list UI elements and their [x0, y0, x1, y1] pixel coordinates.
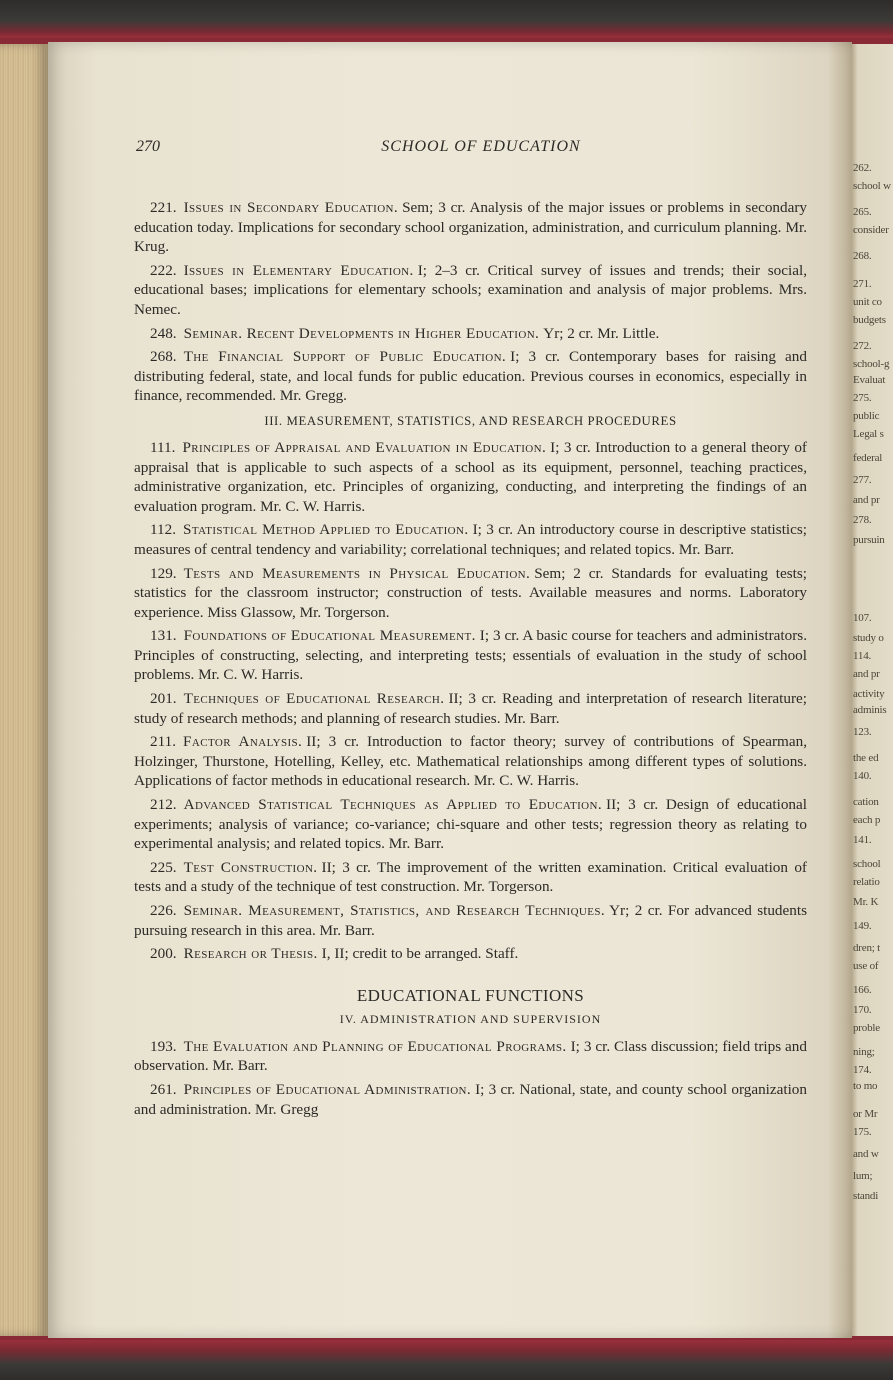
- course-description: I; 3 cr. A basic course for teachers and administrators. Principles of constructing, selecting, and interpreting tests; essentials of evaluation in the study of school problems. Mr. C. W. Harris.: [134, 627, 807, 684]
- course-entry: [134, 858, 807, 897]
- course-description: Sem; 2 cr. Standards for evaluating tests; statistics for the classroom instructor; construction of tests. Available measures and norms. Laboratory experience. Miss Glassow, Mr. Torgerson.: [134, 564, 807, 621]
- course-number: 226.: [150, 902, 177, 919]
- course-number: 222.: [150, 261, 177, 279]
- course-title: The Financial Support of Public Education.: [183, 348, 507, 366]
- course-title: Statistical Method Applied to Education.: [183, 521, 469, 539]
- course-number: 112.: [150, 521, 177, 539]
- course-number: 129.: [150, 564, 177, 582]
- course-entry: [134, 198, 807, 257]
- facing-page-fragment: school w: [853, 180, 891, 192]
- facing-page-fragment: federal: [853, 452, 883, 464]
- facing-page-fragment: 175.: [853, 1126, 872, 1138]
- course-number: 131.: [150, 627, 177, 645]
- facing-page-edge: [850, 44, 893, 1336]
- course-entry: [134, 564, 807, 623]
- facing-page-fragment: school-g: [853, 358, 890, 370]
- course-number: 268.: [150, 348, 177, 366]
- facing-page-fragment: and pr: [853, 494, 880, 506]
- facing-page-fragment: 149.: [853, 920, 872, 932]
- facing-page-fragment: and w: [853, 1148, 879, 1160]
- course-title: The Evaluation and Planning of Educational Programs.: [183, 1037, 567, 1055]
- course-entry: [134, 261, 807, 320]
- course-entry: [134, 1037, 807, 1076]
- facing-page-fragment: to mo: [853, 1080, 878, 1092]
- course-title: Advanced Statistical Techniques as Applied to Education.: [183, 796, 603, 814]
- facing-page-fragment: 271.: [853, 278, 872, 290]
- course-title: Factor Analysis.: [183, 733, 303, 751]
- facing-page-fragment: the ed: [853, 752, 879, 764]
- course-entry: [134, 520, 807, 559]
- facing-page-fragment: 140.: [853, 770, 872, 782]
- facing-page-fragment: 265.: [853, 206, 872, 218]
- book-page: [48, 42, 852, 1338]
- page-title: SCHOOL OF EDUCATION: [381, 138, 581, 155]
- course-title: Tests and Measurements in Physical Education.: [183, 564, 531, 582]
- course-entry: [134, 732, 807, 791]
- course-description: II; 3 cr. The improvement of the written examination. Critical evaluation of tests and a study of the technique of test construction. Mr. Torgerson.: [134, 858, 807, 896]
- facing-page-fragment: 278.: [853, 514, 872, 526]
- course-description: I; 3 cr. Contemporary bases for raising and distributing federal, state, and local funds for public education. Previous courses in economics, especially in finance, recommended. Mr. Gregg.: [134, 348, 807, 405]
- course-entry: [134, 347, 807, 406]
- facing-page-fragment: Evaluat: [853, 374, 886, 386]
- running-head: [136, 138, 826, 160]
- facing-page-fragment: proble: [853, 1022, 880, 1034]
- facing-page-fragment: or Mr: [853, 1108, 878, 1120]
- major-heading: EDUCATIONAL FUNCTIONS: [356, 985, 585, 1005]
- facing-page-fragment: Legal s: [853, 428, 884, 440]
- course-description: II; 3 cr. Reading and interpretation of research literature; study of research methods; and planning of research studies. Mr. Barr.: [134, 690, 807, 727]
- page-number: 270: [136, 138, 160, 155]
- course-listing: [134, 198, 807, 1123]
- course-title: Issues in Secondary Education.: [183, 199, 399, 216]
- facing-page-fragment: use of: [853, 960, 879, 972]
- course-entry: [134, 944, 807, 964]
- course-title: Foundations of Educational Measurement.: [183, 627, 476, 645]
- course-description: I; 3 cr. An introductory course in descriptive statistics; measures of central tendency and variability; correlational techniques; and related topics. Mr. Barr.: [134, 521, 807, 558]
- course-number: 261.: [150, 1080, 177, 1098]
- course-description: Yr; 2 cr. For advanced students pursuing research in this area. Mr. Barr.: [134, 902, 807, 939]
- course-entry: [134, 324, 807, 344]
- course-description: I, II; credit to be arranged. Staff.: [321, 945, 519, 963]
- course-title: Principles of Educational Administration.: [183, 1080, 472, 1098]
- facing-page-fragment: 170.: [853, 1004, 872, 1016]
- course-entry: [134, 626, 807, 685]
- facing-page-fragment: 262.: [853, 162, 872, 174]
- course-group-issues: [134, 198, 807, 406]
- facing-page-fragment: budgets: [853, 314, 886, 326]
- course-entry: [134, 689, 807, 728]
- facing-page-fragment: consider: [853, 224, 889, 236]
- facing-page-fragment: study o: [853, 632, 884, 644]
- course-group-administration: [134, 1037, 807, 1119]
- course-entry: [134, 795, 807, 854]
- facing-page-fragment: pursuin: [853, 534, 885, 546]
- facing-page-fragment: public: [853, 410, 880, 422]
- section-heading-administration: IV. ADMINISTRATION AND SUPERVISION: [339, 1011, 602, 1026]
- facing-page-fragment: ning;: [853, 1046, 875, 1058]
- course-description: I; 3 cr. Class discussion; field trips and observation. Mr. Barr.: [134, 1037, 807, 1075]
- facing-page-fragment: activity: [853, 688, 885, 700]
- facing-page-fragment: 141.: [853, 834, 872, 846]
- facing-page-fragment: 268.: [853, 250, 872, 262]
- facing-page-fragment: 166.: [853, 984, 872, 996]
- facing-page-fragment: standi: [853, 1190, 879, 1202]
- course-entry: [134, 438, 807, 516]
- course-number: 201.: [150, 690, 177, 708]
- course-description: II; 3 cr. Design of educational experiments; analysis of variance; co-variance; chi-square and other tests; regression theory as relating to experimental analysis; and related topics. Mr. Barr.: [134, 796, 807, 853]
- course-description: I; 2–3 cr. Critical survey of issues and trends; their social, educational bases; implications for elementary schools; examination and analysis of major problems. Mrs. Nemec.: [134, 261, 807, 318]
- course-title: Principles of Appraisal and Evaluation in Education.: [182, 438, 547, 456]
- facing-page-fragment: 114.: [853, 650, 872, 662]
- course-title: Research or Thesis.: [183, 945, 318, 963]
- course-title: Seminar. Recent Developments in Higher Education.: [183, 324, 540, 342]
- facing-page-fragment: relatio: [853, 876, 880, 888]
- facing-page-fragment: cation: [853, 796, 879, 808]
- facing-page-fragment: lum;: [853, 1170, 873, 1182]
- course-number: 111.: [150, 438, 176, 456]
- course-number: 193.: [150, 1037, 177, 1055]
- facing-page-fragment: unit co: [853, 296, 882, 308]
- course-description: I; 3 cr. Introduction to a general theory of appraisal that is applicable to such aspects of a school as its equipment, personnel, teaching practices, administrative organization, etc. Principles of organizing, conducting, and interpreting the findings of an evaluation program. Mr. C. W. Harris.: [134, 438, 807, 515]
- bottom-cover-edge: [0, 1340, 893, 1380]
- course-description: II; 3 cr. Introduction to factor theory; survey of contributions of Spearman, Holzinger, Thurstone, Hotelling, Kelley, etc. Mathematical relationships among different types of solutions. Applications of factor methods in educational research. Mr. C. W. Harris.: [134, 733, 807, 790]
- facing-page-fragment: 123.: [853, 726, 872, 738]
- facing-page-fragment: each p: [853, 814, 881, 826]
- course-number: 200.: [150, 945, 177, 963]
- course-number: 211.: [150, 733, 177, 751]
- course-title: Issues in Elementary Education.: [183, 261, 414, 279]
- facing-page-fragment: dren; t: [853, 942, 881, 954]
- facing-page-fragment: 107.: [853, 612, 872, 624]
- facing-page-fragment: Mr. K: [853, 896, 879, 908]
- course-number: 248.: [150, 324, 177, 342]
- course-entry: [134, 901, 807, 940]
- course-title: Test Construction.: [183, 858, 318, 876]
- page-edges: [0, 44, 48, 1336]
- facing-page-fragment: and pr: [853, 668, 880, 680]
- top-cover-edge: [0, 0, 893, 38]
- section-heading-measurement: III. MEASUREMENT, STATISTICS, AND RESEARCH PROCEDURES: [264, 413, 677, 428]
- facing-page-fragment: 272.: [853, 340, 872, 352]
- course-number: 221.: [150, 199, 177, 216]
- course-title: Seminar. Measurement, Statistics, and Research Techniques.: [183, 902, 606, 919]
- facing-page-fragment: 174.: [853, 1064, 872, 1076]
- course-number: 225.: [150, 858, 177, 876]
- facing-page-fragment: school: [853, 858, 881, 870]
- facing-page-fragment: 275.: [853, 392, 872, 404]
- course-description: Sem; 3 cr. Analysis of the major issues or problems in secondary education today. Implications for secondary school organization, administration, and curriculum planning. Mr. Krug.: [134, 199, 807, 256]
- course-group-measurement: [134, 438, 807, 964]
- course-number: 212.: [150, 796, 177, 814]
- course-description: Yr; 2 cr. Mr. Little.: [543, 324, 660, 342]
- facing-page-fragment: adminis: [853, 704, 887, 716]
- course-title: Techniques of Educational Research.: [183, 690, 445, 708]
- course-description: I; 3 cr. National, state, and county school organization and administration. Mr. Gregg: [134, 1080, 807, 1118]
- course-entry: [134, 1080, 807, 1119]
- facing-page-fragment: 277.: [853, 474, 872, 486]
